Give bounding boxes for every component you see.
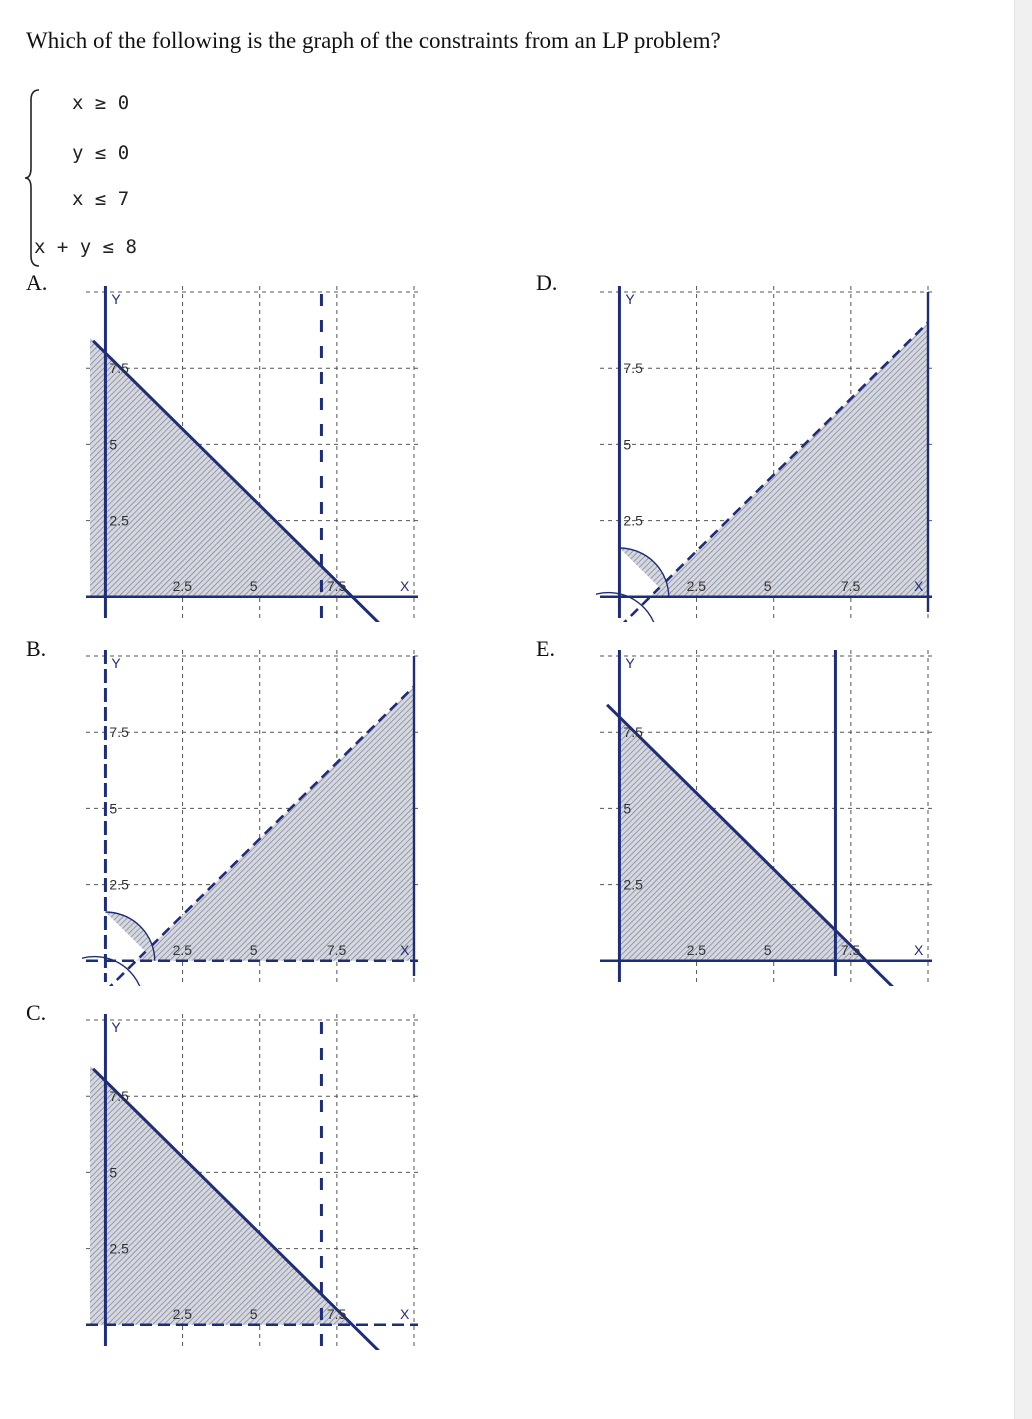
- x-tick-label: 2.5: [172, 941, 193, 958]
- x-tick-label: 5: [763, 577, 772, 594]
- question-text: Which of the following is the graph of the constraints from an LP problem?: [26, 28, 721, 53]
- y-axis-label: Y: [625, 655, 635, 671]
- option-b-label[interactable]: B.: [26, 636, 47, 661]
- x-tick-label: 5: [249, 1305, 258, 1322]
- x-tick-label: 2.5: [686, 577, 707, 594]
- constraint-system: [24, 88, 174, 268]
- y-tick-label: 2.5: [109, 512, 129, 529]
- x-tick-label: 5: [249, 577, 258, 594]
- y-tick-label: 5: [109, 800, 118, 817]
- option-a-graph[interactable]: [82, 282, 422, 622]
- x-axis-label: X: [914, 577, 924, 594]
- y-tick-label: 5: [623, 800, 632, 817]
- y-tick-label: 2.5: [109, 1240, 129, 1257]
- option-d-label[interactable]: D.: [536, 270, 558, 295]
- y-tick-label: 7.5: [109, 360, 129, 377]
- x-tick-label: 5: [249, 941, 258, 958]
- option-d-graph[interactable]: [596, 282, 936, 622]
- constraint-1: x ≥ 0: [72, 92, 130, 114]
- option-c-graph[interactable]: [82, 1010, 422, 1350]
- vertical-scrollbar[interactable]: [1014, 0, 1032, 1419]
- y-axis-label: Y: [111, 291, 121, 307]
- y-tick-label: 2.5: [623, 512, 643, 529]
- constraint-4: x + y ≤ 8: [34, 236, 137, 258]
- x-tick-label: 7.5: [326, 941, 347, 958]
- y-tick-label: 2.5: [623, 876, 643, 893]
- y-tick-label: 5: [623, 436, 632, 453]
- constraint-2: y ≤ 0: [72, 142, 130, 164]
- option-c-label[interactable]: C.: [26, 1000, 47, 1025]
- y-tick-label: 7.5: [109, 724, 129, 741]
- x-tick-label: 7.5: [840, 577, 861, 594]
- y-axis-label: Y: [111, 1019, 121, 1035]
- x-tick-label: 7.5: [326, 1305, 347, 1322]
- x-axis-label: X: [400, 1305, 410, 1322]
- x-tick-label: 5: [763, 941, 772, 958]
- y-tick-label: 2.5: [109, 876, 129, 893]
- option-b-graph[interactable]: [82, 646, 422, 986]
- x-axis-label: X: [400, 577, 410, 594]
- option-a-label[interactable]: A.: [26, 270, 48, 295]
- y-axis-label: Y: [625, 291, 635, 307]
- y-tick-label: 5: [109, 1164, 118, 1181]
- y-axis-label: Y: [111, 655, 121, 671]
- y-tick-label: 7.5: [623, 724, 643, 741]
- x-tick-label: 7.5: [326, 577, 347, 594]
- y-tick-label: 7.5: [623, 360, 643, 377]
- constraint-3: x ≤ 7: [72, 188, 130, 210]
- x-tick-label: 2.5: [686, 941, 707, 958]
- x-tick-label: 2.5: [172, 577, 193, 594]
- y-tick-label: 5: [109, 436, 118, 453]
- x-axis-label: X: [400, 941, 410, 958]
- option-e-label[interactable]: E.: [536, 636, 555, 661]
- option-e-graph[interactable]: [596, 646, 936, 986]
- x-tick-label: 7.5: [840, 941, 861, 958]
- x-tick-label: 2.5: [172, 1305, 193, 1322]
- x-axis-label: X: [914, 941, 924, 958]
- y-tick-label: 7.5: [109, 1088, 129, 1105]
